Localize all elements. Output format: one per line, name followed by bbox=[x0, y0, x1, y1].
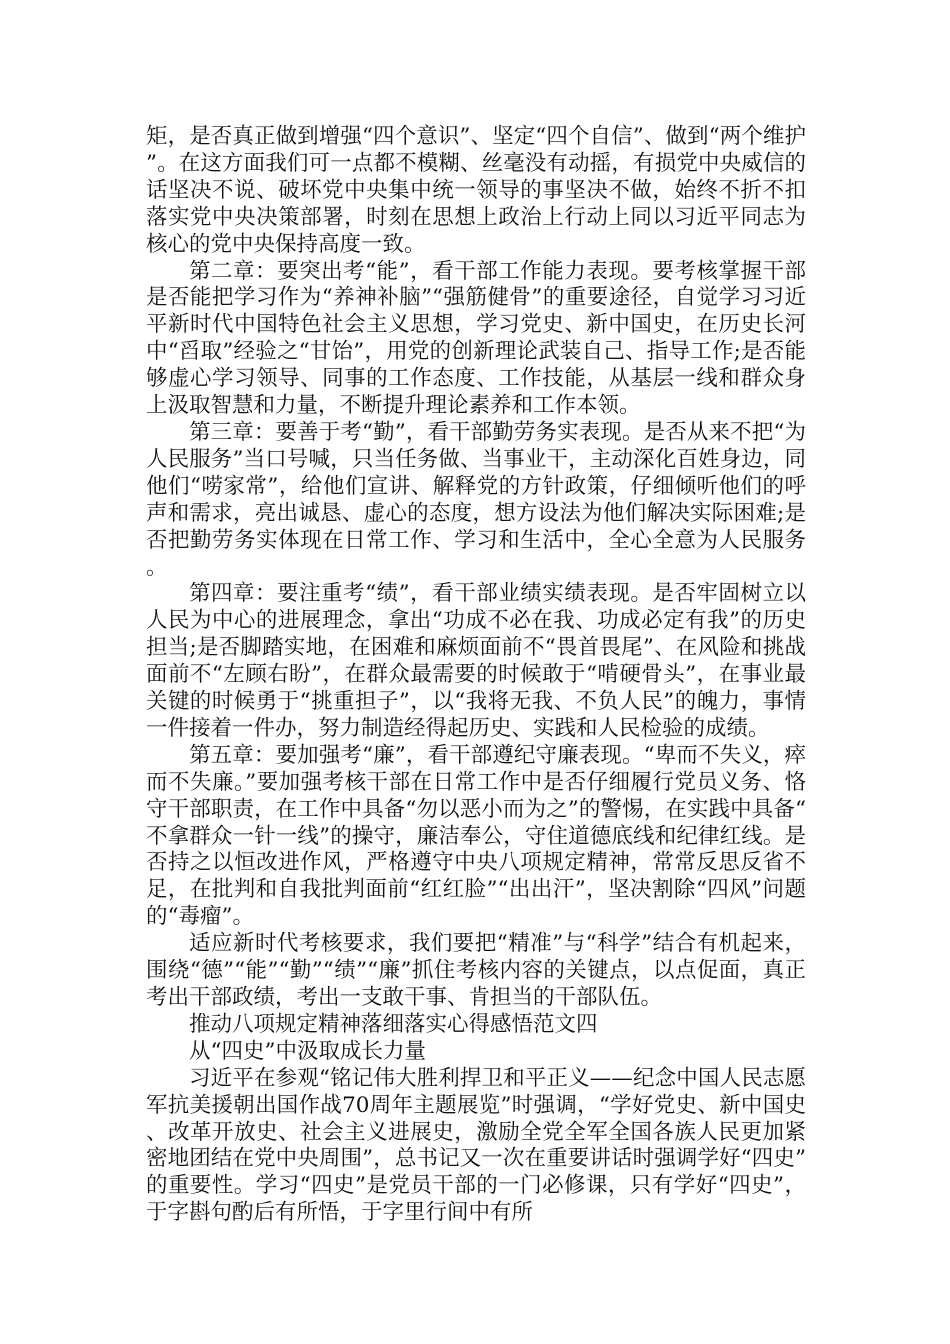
section-heading: 推动八项规定精神落细落实心得感悟范文四 bbox=[189, 1011, 598, 1037]
paragraph-four-histories: 习近平在参观“铭记伟大胜利捍卫和平正义——纪念中国人民志愿军抗美援朝出国作战70周年主题展览”时强调，“学好党史、新中国史、改革开放史、社会主义进展史，激励全党全军全国各族人民更加紧密地团结在党中央周围”，总书记又一次在重要讲话时强调学好“四史”的重要性。学习“四史”是党员干部的一门必修课，只有学好“四史”，于字斟句酌后有所悟，于字里行间中有所 bbox=[146, 1065, 806, 1226]
document-body bbox=[146, 124, 806, 1227]
paragraph-continuation: 矩，是否真正做到增强“四个意识”、坚定“四个自信”、做到“两个维护”。在这方面我们可一点都不模糊、丝毫没有动摇，有损党中央威信的话坚决不说、破坏党中央集中统一领导的事坚决不做，始终不折不扣落实党中央决策部署，时刻在思想上政治上行动上同以习近平同志为核心的党中央保持高度一致。 bbox=[146, 124, 806, 257]
paragraph-chapter-two: 第二章：要突出考“能”，看干部工作能力表现。要考核掌握干部是否能把学习作为“养神补脑”“强筋健骨”的重要途径，自觉学习习近平新时代中国特色社会主义思想，学习党史、新中国史，在历史长河中“舀取”经验之“甘饴”，用党的创新理论武装自己、指导工作;是否能够虚心学习领导、同事的工作态度、工作技能，从基层一线和群众身上汲取智慧和力量，不断提升理论素养和工作本领。 bbox=[146, 258, 806, 419]
paragraph-chapter-five: 第五章：要加强考“廉”，看干部遵纪守廉表现。“卑而不失义，瘁而不失廉。”要加强考核干部在日常工作中是否仔细履行党员义务、恪守干部职责，在工作中具备“勿以恶小而为之”的警惕，在实践中具备“不拿群众一针一线”的操守，廉洁奉公，守住道德底线和纪律红线。是否持之以恒改进作风，严格遵守中央八项规定精神，常常反思反省不足，在批判和自我批判面前“红红脸”“出出汗”，坚决割除“四风”问题的“毒瘤”。 bbox=[146, 742, 806, 930]
paragraph-chapter-three: 第三章：要善于考“勤”，看干部勤劳务实表现。是否从来不把“为人民服务”当口号喊，只当任务做、当事业干，主动深化百姓身边，同他们“唠家常”，给他们宣讲、解释党的方针政策，仔细倾听他们的呼声和需求，亮出诚恳、虚心的态度，想方设法为他们解决实际困难;是否把勤劳务实体现在日常工作、学习和生活中，全心全意为人民服务。 bbox=[146, 419, 806, 580]
article-title: 从“四史”中汲取成长力量 bbox=[189, 1038, 426, 1064]
paragraph-chapter-four: 第四章：要注重考“绩”，看干部业绩实绩表现。是否牢固树立以人民为中心的进展理念，拿出“功成不必在我、功成必定有我”的历史担当;是否脚踏实地，在困难和麻烦面前不“畏首畏尾”、在风险和挑战面前不“左顾右盼”，在群众最需要的时候敢于“啃硬骨头”，在事业最关键的时候勇于“挑重担子”，以“我将无我、不负人民”的魄力，事情一件接着一件办，努力制造经得起历史、实践和人民检验的成绩。 bbox=[146, 581, 807, 741]
paragraph-conclusion: 适应新时代考核要求，我们要把“精准”与“科学”结合有机起来，围绕“德”“能”“勤”“绩”“廉”抓住考核内容的关键点，以点促面，真正考出干部政绩，考出一支敢干事、肯担当的干部队伍。 bbox=[146, 931, 806, 1010]
